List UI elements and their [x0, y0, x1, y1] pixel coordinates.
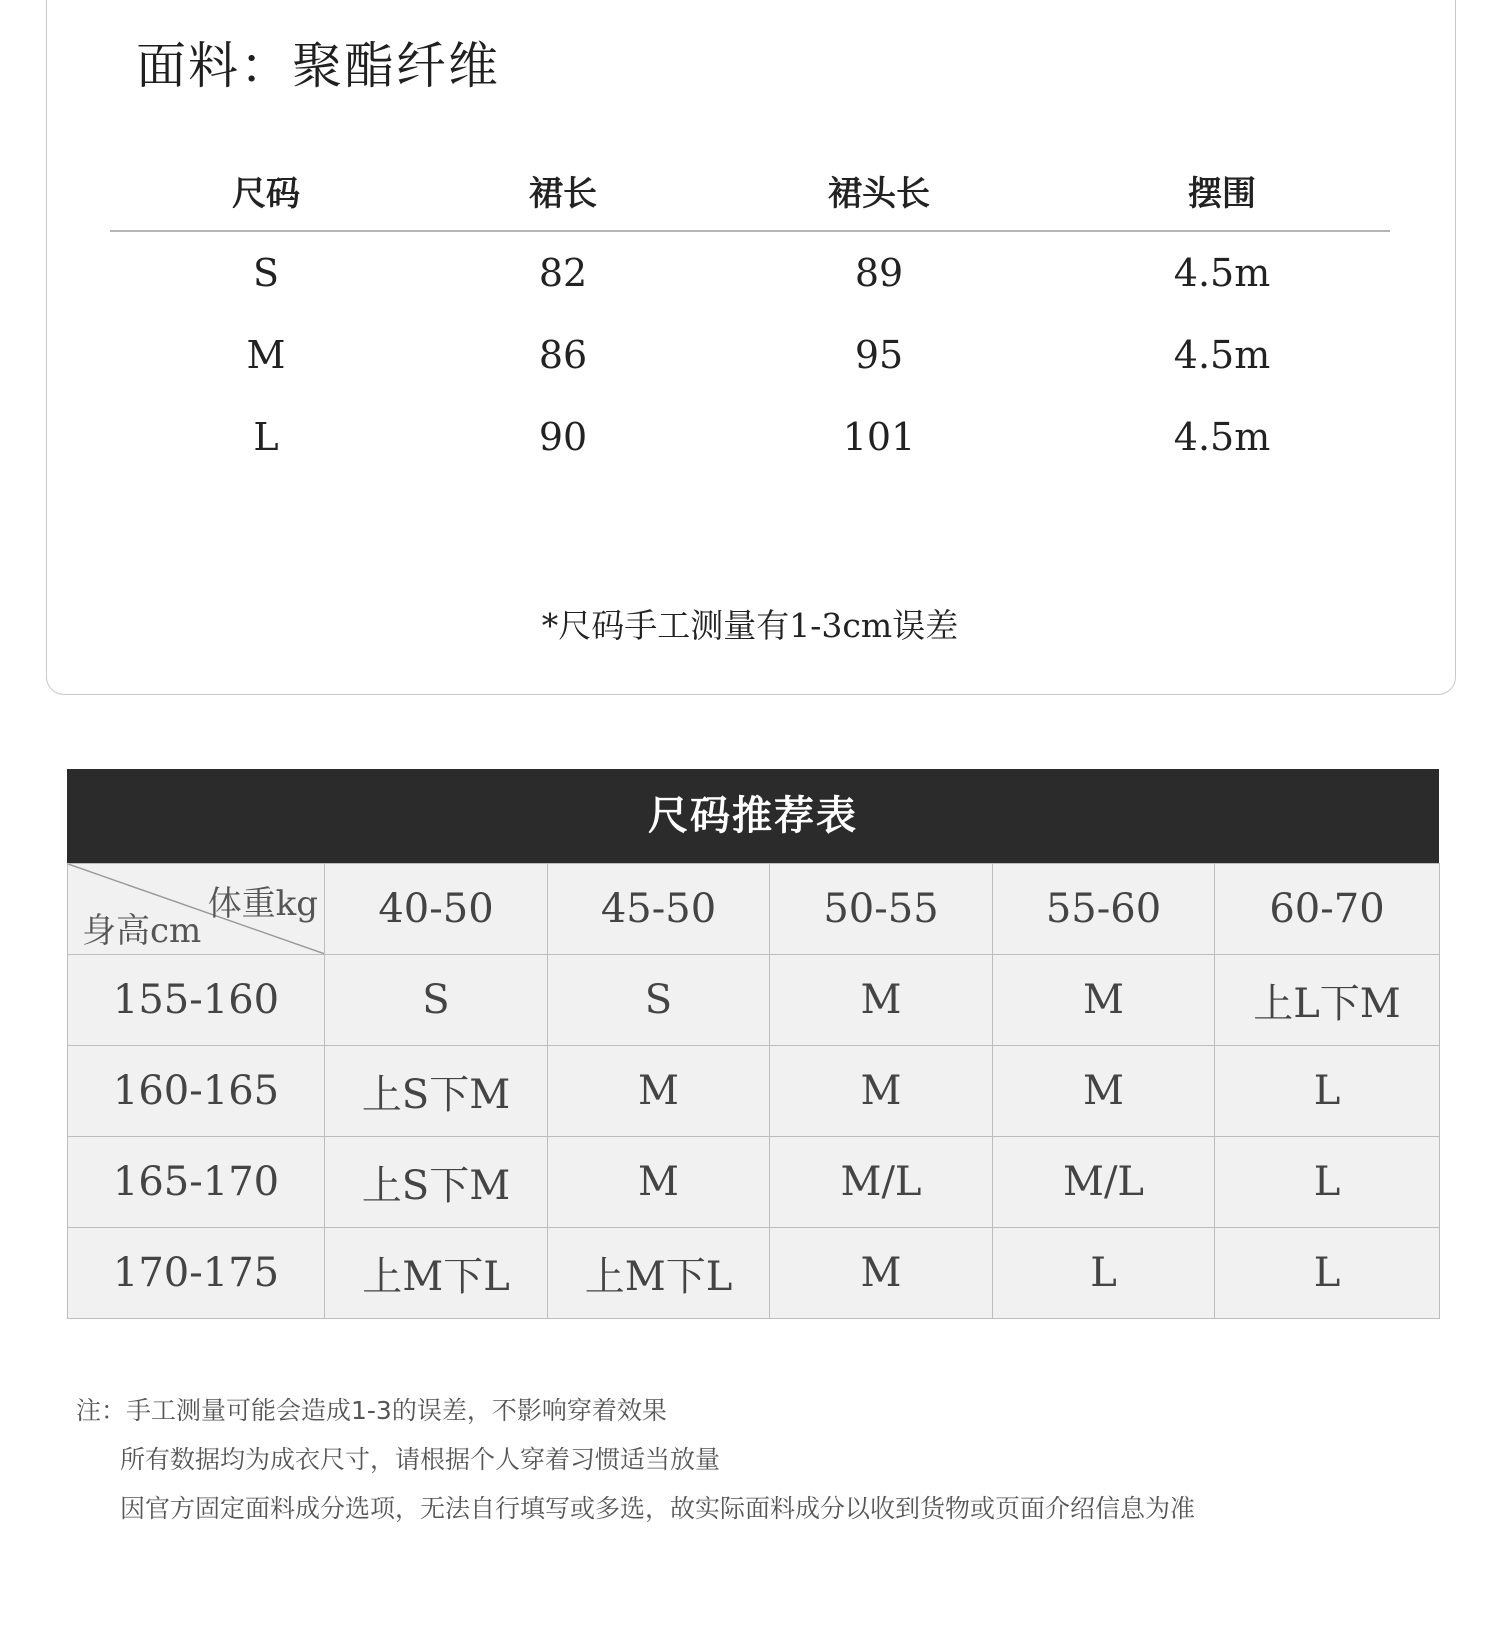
spec-header-skirt-length: 裙长	[529, 173, 597, 214]
size-cell: M	[770, 1046, 993, 1137]
size-cell: L	[1215, 1046, 1440, 1137]
table-row	[110, 314, 1390, 396]
spec-cell: 4.5m	[1173, 415, 1271, 459]
weight-header: 45-50	[548, 864, 770, 955]
height-header: 165-170	[68, 1137, 325, 1228]
size-recommendation-table	[67, 769, 1439, 1319]
notes-block	[76, 1386, 1195, 1533]
table-row	[110, 232, 1390, 314]
size-cell: S	[325, 955, 548, 1046]
fabric-label: 面料：聚酯纤维	[136, 37, 500, 95]
spec-cell: 86	[538, 333, 588, 377]
note-line: 因官方固定面料成分选项，无法自行填写或多选，故实际面料成分以收到货物或页面介绍信息为准	[120, 1494, 1196, 1523]
spec-header-waist-length: 裙头长	[828, 173, 930, 214]
size-cell: 上S下M	[325, 1046, 548, 1137]
note-line: 注：手工测量可能会造成1-3的误差，不影响穿着效果	[76, 1396, 667, 1425]
corner-weight-label: 体重kg	[207, 884, 318, 924]
spec-cell: 4.5m	[1173, 333, 1271, 377]
weight-header: 40-50	[325, 864, 548, 955]
weight-header: 60-70	[1215, 864, 1440, 955]
size-cell: S	[548, 955, 770, 1046]
size-cell: 上M下L	[325, 1228, 548, 1319]
size-cell: M	[770, 955, 993, 1046]
weight-header: 50-55	[770, 864, 993, 955]
size-cell: L	[993, 1228, 1215, 1319]
height-header: 155-160	[68, 955, 325, 1046]
corner-header-cell	[68, 864, 325, 955]
size-cell: 上L下M	[1215, 955, 1440, 1046]
spec-cell: 90	[538, 415, 588, 459]
size-spec-table	[110, 150, 1390, 478]
spec-cell: 89	[854, 251, 904, 295]
size-cell: M	[993, 1046, 1215, 1137]
size-cell: M	[993, 955, 1215, 1046]
corner-height-label: 身高cm	[82, 911, 202, 951]
weight-header: 55-60	[993, 864, 1215, 955]
spec-cell: L	[253, 415, 279, 459]
table-row	[110, 396, 1390, 478]
spec-header-row	[110, 150, 1390, 232]
size-cell: M	[548, 1137, 770, 1228]
note-line: 所有数据均为成衣尺寸，请根据个人穿着习惯适当放量	[120, 1445, 721, 1474]
size-cell: M/L	[770, 1137, 993, 1228]
spec-header-size: 尺码	[232, 173, 300, 214]
spec-cell: 101	[842, 415, 916, 459]
size-cell: L	[1215, 1228, 1440, 1319]
height-header: 170-175	[68, 1228, 325, 1319]
size-cell: 上M下L	[548, 1228, 770, 1319]
table-row	[68, 1228, 1440, 1319]
table-row	[68, 955, 1440, 1046]
weight-header-row	[68, 864, 1440, 955]
table-row	[68, 1137, 1440, 1228]
spec-cell: 82	[538, 251, 588, 295]
spec-note: *尺码手工测量有1-3cm误差	[541, 606, 959, 645]
size-cell: M	[548, 1046, 770, 1137]
table-row	[68, 1046, 1440, 1137]
size-cell: M/L	[993, 1137, 1215, 1228]
recommendation-title: 尺码推荐表	[67, 769, 1439, 863]
height-header: 160-165	[68, 1046, 325, 1137]
size-cell: 上S下M	[325, 1137, 548, 1228]
spec-cell: M	[246, 333, 286, 377]
recommendation-grid	[67, 863, 1440, 1319]
size-cell: M	[770, 1228, 993, 1319]
spec-cell: 4.5m	[1173, 251, 1271, 295]
spec-header-hem: 摆围	[1188, 173, 1256, 214]
size-cell: L	[1215, 1137, 1440, 1228]
spec-cell: 95	[854, 333, 904, 377]
spec-cell: S	[252, 251, 280, 295]
